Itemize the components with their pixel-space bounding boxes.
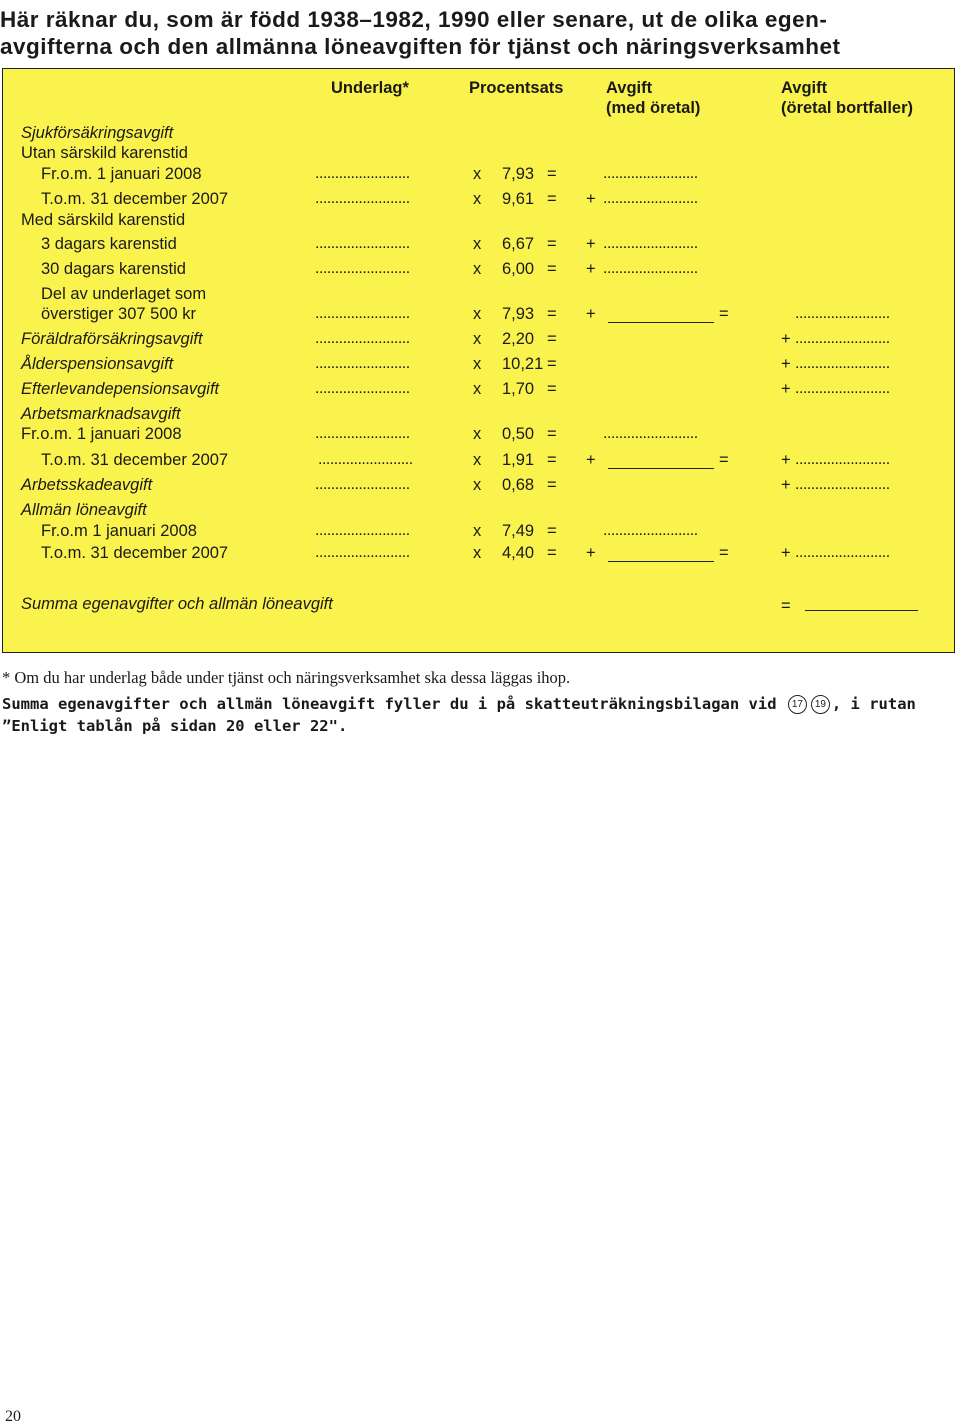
avgift-field[interactable]: ........................	[603, 165, 698, 182]
percentage: 0,68	[502, 476, 535, 494]
underlag-field[interactable]: ........................	[315, 544, 410, 561]
avgift-field[interactable]: ........................	[603, 235, 698, 252]
underlag-field[interactable]: ........................	[315, 305, 410, 322]
plus-sign: +	[781, 544, 791, 562]
equals-sign: =	[547, 235, 557, 253]
label-arb-to-2007: T.o.m. 31 december 2007	[41, 451, 229, 469]
total-field[interactable]: ........................	[795, 544, 890, 561]
percentage: 2,20	[502, 330, 535, 348]
equals-sign: =	[547, 451, 557, 469]
total-field[interactable]: ........................	[795, 305, 890, 322]
label-overstiger: överstiger 307 500 kr	[41, 305, 197, 323]
label-allman-loneavgift: Allmän löneavgift	[21, 501, 147, 519]
instruction-part1: Summa egenavgifter och allmän löneavgift fyller du i på skatteuträkningsbilagan vid	[2, 695, 777, 713]
underlag-field[interactable]: ........................	[315, 260, 410, 277]
percentage: 6,00	[502, 260, 535, 278]
equals-sign: =	[781, 597, 791, 615]
avgift-field[interactable]: ........................	[603, 190, 698, 207]
total-field[interactable]: ........................	[795, 380, 890, 397]
underlag-field[interactable]: ........................	[318, 451, 413, 468]
footnote: * Om du har underlag både under tjänst och näringsverksamhet ska dessa läggas ihop.	[2, 668, 571, 687]
label-arbetsskada: Arbetsskadeavgift	[21, 476, 153, 494]
underlag-field[interactable]: ........................	[315, 330, 410, 347]
label-efterlevandepension: Efterlevandepensionsavgift	[21, 380, 220, 398]
plus-sign: +	[781, 355, 791, 373]
subtotal-line[interactable]	[608, 322, 714, 323]
plus-sign: +	[781, 380, 791, 398]
multiply-sign: x	[473, 330, 482, 348]
percentage: 9,61	[502, 190, 535, 208]
underlag-field[interactable]: ........................	[315, 235, 410, 252]
summa-line[interactable]	[805, 610, 918, 611]
equals-sign: =	[719, 544, 729, 562]
percentage: 1,91	[502, 451, 535, 469]
multiply-sign: x	[473, 190, 482, 208]
label-sjukforsakring: Sjukförsäkringsavgift	[21, 124, 174, 142]
label-summa: Summa egenavgifter och allmän löneavgift	[21, 595, 333, 613]
equals-sign: =	[719, 451, 729, 469]
calculation-form	[2, 68, 955, 653]
plus-sign: +	[781, 451, 791, 469]
subtotal-line[interactable]	[608, 468, 714, 469]
percentage: 7,49	[502, 522, 535, 540]
label-del-av-underlaget: Del av underlaget som	[41, 285, 207, 303]
percentage: 4,40	[502, 544, 535, 562]
percentage: 10,21	[502, 355, 544, 373]
equals-sign: =	[547, 476, 557, 494]
underlag-field[interactable]: ........................	[315, 425, 410, 442]
percentage: 0,50	[502, 425, 535, 443]
col-underlag: Underlag*	[331, 79, 409, 97]
equals-sign: =	[547, 165, 557, 183]
percentage: 1,70	[502, 380, 535, 398]
total-field[interactable]: ........................	[795, 330, 890, 347]
heading-line-1: Här räknar du, som är född 1938–1982, 1990 eller senare, ut de olika egen-	[0, 7, 828, 32]
circle-number-17: 17	[788, 695, 807, 714]
plus-sign: +	[586, 260, 596, 278]
multiply-sign: x	[473, 522, 482, 540]
label-arbetsmarknad: Arbetsmarknadsavgift	[21, 405, 181, 423]
col-procentsats: Procentsats	[469, 79, 564, 97]
equals-sign: =	[719, 305, 729, 323]
label-foraldraforsakring: Föräldraförsäkringsavgift	[21, 330, 203, 348]
total-field[interactable]: ........................	[795, 355, 890, 372]
plus-sign: +	[586, 451, 596, 469]
equals-sign: =	[547, 544, 557, 562]
multiply-sign: x	[473, 451, 482, 469]
multiply-sign: x	[473, 355, 482, 373]
instruction-part2: , i rutan	[831, 695, 916, 713]
percentage: 6,67	[502, 235, 535, 253]
label-utan-karenstid: Utan särskild karenstid	[21, 144, 188, 162]
multiply-sign: x	[473, 305, 482, 323]
plus-sign: +	[586, 305, 596, 323]
total-field[interactable]: ........................	[795, 476, 890, 493]
avgift-field[interactable]: ........................	[603, 425, 698, 442]
multiply-sign: x	[473, 165, 482, 183]
plus-sign: +	[781, 330, 791, 348]
col-avgift-utan: Avgift	[781, 79, 828, 97]
page-number: 20	[5, 1408, 21, 1425]
label-30-dagars: 30 dagars karenstid	[41, 260, 186, 278]
label-alderspension: Ålderspensionsavgift	[21, 355, 174, 373]
label-med-karenstid: Med särskild karenstid	[21, 211, 186, 229]
circle-number-19: 19	[811, 695, 830, 714]
col-avgift-utan-sub: (öretal bortfaller)	[781, 99, 914, 117]
page-heading	[0, 6, 960, 60]
total-field[interactable]: ........................	[795, 451, 890, 468]
multiply-sign: x	[473, 544, 482, 562]
label-sjuk-to-2007: T.o.m. 31 december 2007	[41, 190, 229, 208]
underlag-field[interactable]: ........................	[315, 476, 410, 493]
multiply-sign: x	[473, 476, 482, 494]
heading-line-2: avgifterna och den allmänna löneavgiften för tjänst och näringsverksamhet	[0, 34, 841, 59]
percentage: 7,93	[502, 305, 535, 323]
label-arb-fr-2008: Fr.o.m. 1 januari 2008	[21, 425, 182, 443]
equals-sign: =	[547, 190, 557, 208]
multiply-sign: x	[473, 425, 482, 443]
equals-sign: =	[547, 305, 557, 323]
multiply-sign: x	[473, 380, 482, 398]
underlag-field[interactable]: ........................	[315, 190, 410, 207]
multiply-sign: x	[473, 235, 482, 253]
underlag-field[interactable]: ........................	[315, 165, 410, 182]
label-all-to-2007: T.o.m. 31 december 2007	[41, 544, 229, 562]
avgift-field[interactable]: ........................	[603, 522, 698, 539]
equals-sign: =	[547, 380, 557, 398]
plus-sign: +	[781, 476, 791, 494]
underlag-field[interactable]: ........................	[315, 355, 410, 372]
equals-sign: =	[547, 355, 557, 373]
equals-sign: =	[547, 260, 557, 278]
equals-sign: =	[547, 522, 557, 540]
plus-sign: +	[586, 190, 596, 208]
underlag-field[interactable]: ........................	[315, 522, 410, 539]
multiply-sign: x	[473, 260, 482, 278]
equals-sign: =	[547, 425, 557, 443]
avgift-field[interactable]: ........................	[603, 260, 698, 277]
plus-sign: +	[586, 544, 596, 562]
percentage: 7,93	[502, 165, 535, 183]
plus-sign: +	[586, 235, 596, 253]
label-sjuk-fr-2008: Fr.o.m. 1 januari 2008	[41, 165, 202, 183]
subtotal-line[interactable]	[608, 561, 714, 562]
label-3-dagars: 3 dagars karenstid	[41, 235, 177, 253]
col-avgift-med-sub: (med öretal)	[606, 99, 701, 117]
underlag-field[interactable]: ........................	[315, 380, 410, 397]
instruction-text	[2, 693, 952, 737]
label-all-fr-2008: Fr.o.m 1 januari 2008	[41, 522, 197, 540]
col-avgift-med: Avgift	[606, 79, 653, 97]
equals-sign: =	[547, 330, 557, 348]
instruction-line2: ”Enligt tablån på sidan 20 eller 22".	[2, 717, 348, 735]
